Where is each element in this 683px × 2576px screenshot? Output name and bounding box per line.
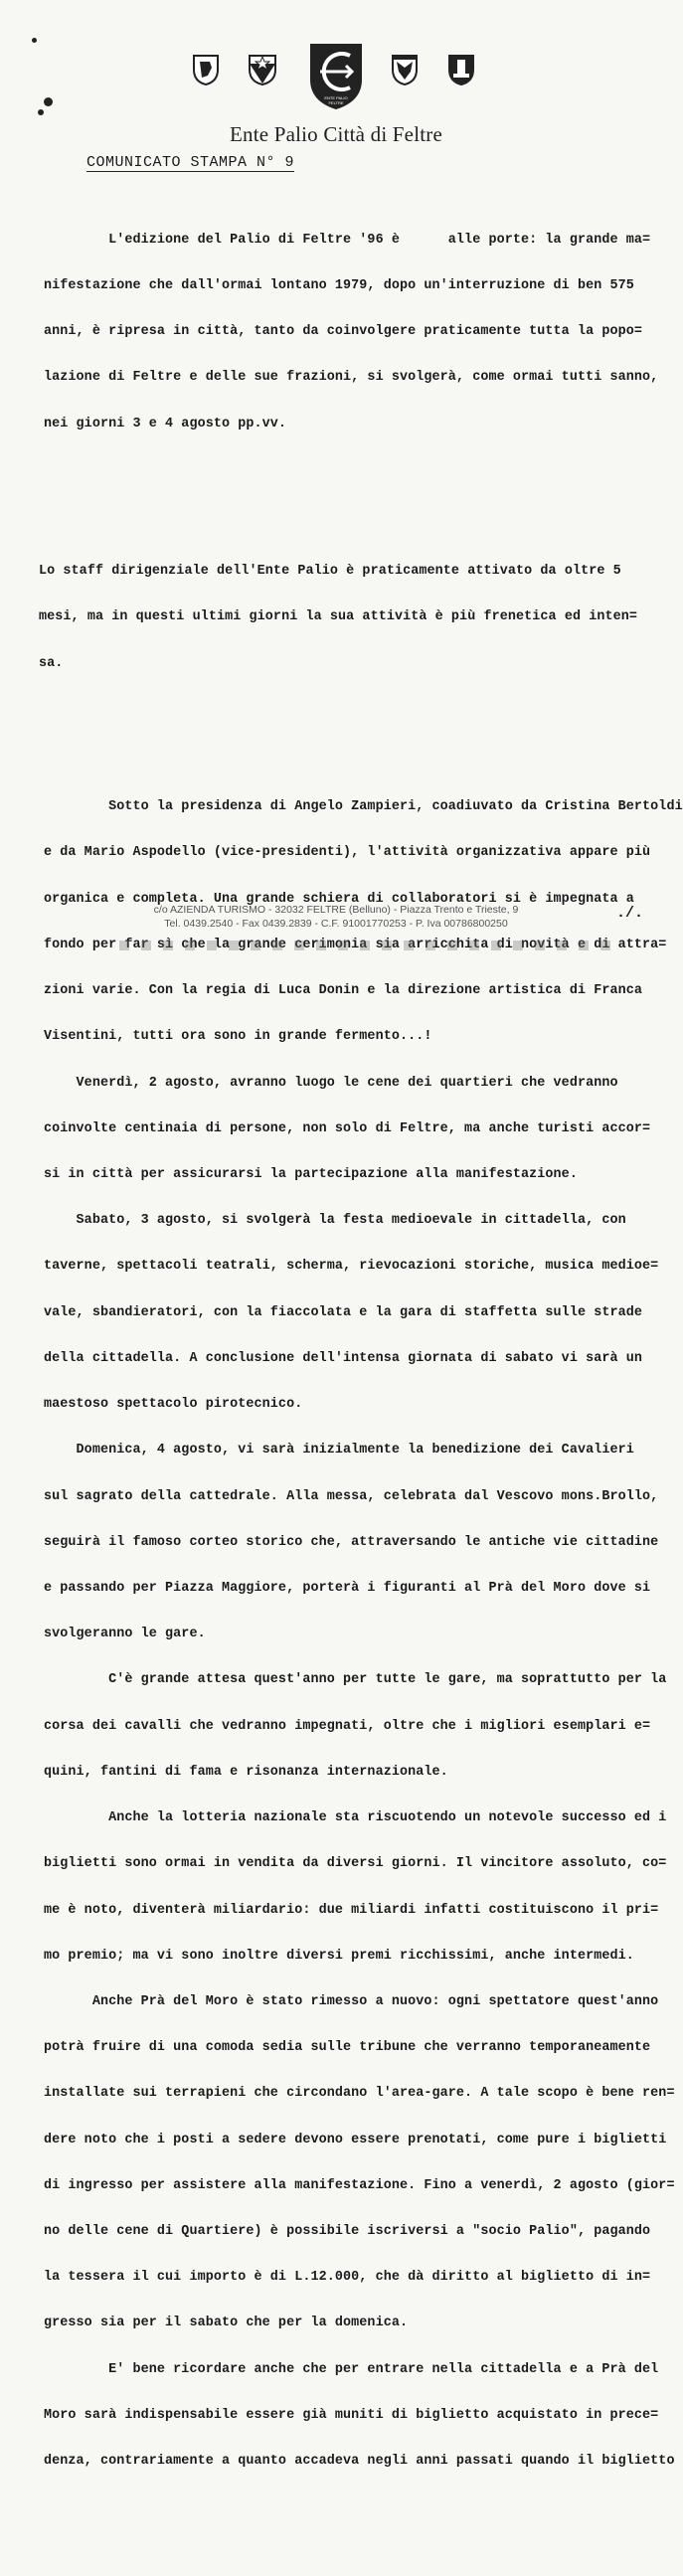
text-line: nei giorni 3 e 4 agosto pp.vv. — [44, 416, 287, 431]
text-line: Venerdì, 2 agosto, avranno luogo le cene dei quartieri che vedranno — [44, 1075, 618, 1091]
text-line: anni, è ripresa in città, tanto da coinvolgere praticamente tutta la popo= — [44, 324, 643, 340]
text-line: svolgeranno le gare. — [44, 1627, 206, 1642]
text-line: zioni varie. Con la regia di Luca Donin e la direzione artistica di Franca — [44, 983, 643, 999]
text-line: Anche la lotteria nazionale sta riscuotendo un notevole successo ed i — [44, 1810, 667, 1826]
text-line: Moro sarà indispensabile essere già muniti di biglietto acquistato in prece= — [44, 2407, 659, 2423]
text-line: Domenica, 4 agosto, vi sarà inizialmente la benedizione dei Cavalieri — [44, 1443, 634, 1459]
text-line: denza, contrariamente a quanto accadeva negli anni passati quando il biglietto — [44, 2454, 675, 2470]
text-line: la tessera il cui importo è di L.12.000, che dà diritto al biglietto di in= — [44, 2270, 651, 2286]
text-line: di ingresso per assistere alla manifestazione. Fino a venerdì, 2 agosto (gior= — [44, 2177, 675, 2193]
text-line: maestoso spettacolo pirotecnico. — [44, 1397, 303, 1413]
org-title: Ente Palio Città di Feltre — [229, 122, 442, 146]
paragraph-program — [44, 769, 683, 2561]
text-line: sul sagrato della cattedrale. Alla messa, celebrata dal Vescovo mons.Brollo, — [44, 1488, 659, 1504]
ink-smudge — [44, 97, 53, 106]
text-line: e da Mario Aspodello (vice-presidenti), l'attività organizzativa appare più — [44, 845, 651, 861]
scan-edge-strip — [119, 941, 616, 950]
text-line: si in città per assicurarsi la partecipazione alla manifestazione. — [44, 1167, 578, 1182]
text-line: Anche Prà del Moro è stato rimesso a nuovo: ogni spettatore quest'anno — [44, 1993, 659, 2009]
text-line: mo premio; ma vi sono inoltre diversi premi ricchissimi, anche intermedi. — [44, 1948, 634, 1964]
text-line: no delle cene di Quartiere) è possibile iscriversi a "socio Palio", pagando — [44, 2224, 651, 2240]
palio-logo-text: ENTE PALIO FELTRE — [324, 95, 348, 105]
text-line: gresso sia per il sabato che per la domenica. — [44, 2316, 409, 2331]
text-line: E' bene ricordare anche che per entrare nella cittadella e a Prà del — [44, 2361, 659, 2377]
text-line: Visentini, tutti ora sono in grande fermento...! — [44, 1029, 432, 1045]
text-line: biglietti sono ormai in vendita da diversi giorni. Il vincitore assoluto, co= — [44, 1856, 667, 1872]
letterhead-footer — [0, 904, 672, 931]
press-release-heading: COMUNICATO STAMPA N° 9 — [86, 154, 295, 171]
text-line: dere noto che i posti a sedere devono essere prenotati, come pure i biglietti — [44, 2132, 667, 2147]
text-line: Sotto la presidenza di Angelo Zampieri, coadiuvato da Cristina Bertoldi — [44, 799, 683, 815]
text-line: quini, fantini di fama e risonanza internazionale. — [44, 1764, 448, 1780]
ink-smudge — [32, 38, 37, 43]
text-line: L'edizione del Palio di Feltre '96 è alle porte: la grande ma= — [44, 232, 651, 248]
text-line: sa. — [39, 655, 64, 671]
text-line: vale, sbandieratori, con la fiaccolata e la gara di staffetta sulle strade — [44, 1304, 643, 1320]
text-line: organica e completa. Una grande schiera di collaboratori si è impegnata a — [44, 891, 634, 907]
text-line: potrà fruire di una comoda sedia sulle tribune che verranno temporaneamente — [44, 2040, 651, 2056]
text-line: nifestazione che dall'ormai lontano 1979, dopo un'interruzione di ben 575 — [44, 277, 634, 293]
palio-logo-icon — [306, 40, 366, 111]
text-line: coinvolte centinaia di persone, non solo di Feltre, ma anche turisti accor= — [44, 1120, 651, 1136]
paragraph-staff — [39, 533, 670, 701]
text-line: della cittadella. A conclusione dell'intensa giornata di sabato vi sarà un — [44, 1350, 643, 1366]
footer-contacts: Tel. 0439.2540 - Fax 0439.2839 - C.F. 91001770253 - P. Iva 00786800250 — [164, 917, 508, 930]
star-crest-icon — [248, 54, 277, 86]
text-line: seguirà il famoso corteo storico che, attraversando le antiche vie cittadine — [44, 1534, 659, 1550]
lion-crest-icon — [192, 54, 220, 86]
text-line: me è noto, diventerà miliardario: due miliardi infatti costituiscono il pri= — [44, 1902, 659, 1918]
footer-address: c/o AZIENDA TURISMO - 32032 FELTRE (Belluno) - Piazza Trento e Trieste, 9 — [153, 904, 519, 916]
text-line: lazione di Feltre e delle sue frazioni, si svolgerà, come ormai tutti sanno, — [44, 370, 659, 386]
crest-row — [0, 40, 672, 119]
text-line: Lo staff dirigenziale dell'Ente Palio è praticamente attivato da oltre 5 — [39, 564, 621, 580]
text-line: mesi, ma in questi ultimi giorni la sua attività è più frenetica ed inten= — [39, 609, 638, 625]
press-release-body — [39, 171, 683, 2576]
text-line: C'è grande attesa quest'anno per tutte le gare, ma soprattutto per la — [44, 1672, 667, 1688]
tower-crest-icon — [447, 54, 475, 86]
ink-smudge — [38, 109, 44, 115]
text-line: taverne, spettacoli teatrali, scherma, rievocazioni storiche, musica medioe= — [44, 1259, 659, 1275]
text-line: fondo per far sì che la grande cerimonia sia arricchita di novità e di attra= — [44, 937, 667, 952]
continuation-mark: ./. — [616, 905, 644, 922]
text-line: e passando per Piazza Maggiore, porterà i figuranti al Prà del Moro dove si — [44, 1580, 651, 1596]
paragraph-intro — [44, 202, 670, 462]
eagle-crest-icon — [391, 54, 419, 86]
text-line: corsa dei cavalli che vedranno impegnati, oltre che i migliori esemplari e= — [44, 1718, 651, 1734]
text-line: Sabato, 3 agosto, si svolgerà la festa medioevale in cittadella, con — [44, 1213, 626, 1229]
text-line: installate sui terrapieni che circondano l'area-gare. A tale scopo è bene ren= — [44, 2086, 675, 2102]
